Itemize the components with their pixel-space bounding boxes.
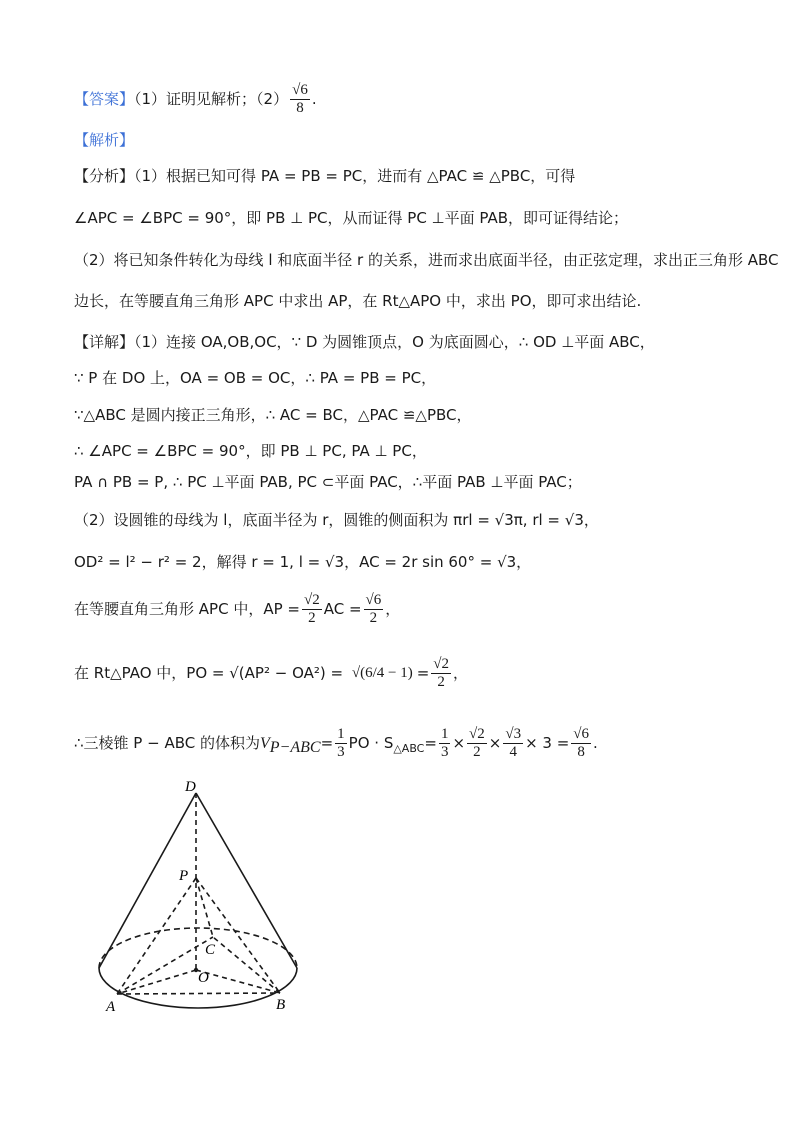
edge-AB (117, 993, 280, 994)
label-B: B (276, 997, 286, 1013)
fenxi-label: 【分析】 (74, 167, 135, 185)
edge-BC (213, 937, 280, 993)
base-back-arc (99, 928, 297, 968)
detail-line-9: 在 Rt△PAO 中，PO = √(AP² − OA²) = √(6/4 − 1) = $\frac{√2}{2}$ ， (74, 656, 469, 690)
fraction-1-over-3-b: $\frac{1}{3}$ (440, 726, 449, 760)
fraction-1-over-3: $\frac{1}{3}$ (337, 726, 345, 760)
fraction-root2-over-2: $\frac{√2}{2}$ (303, 592, 320, 626)
detail-line-2: ∵ P 在 DO 上，OA = OB = OC，∴ PA = PB = PC， (74, 369, 437, 387)
detail-line-8: 在等腰直角三角形 APC 中，AP = $\frac{√2}{2}$ AC = $\frac{√6}{2}$ ， (74, 592, 401, 626)
fraction-root2-over-2-b: $\frac{√2}{2}$ (433, 656, 450, 690)
fraction-root6-over-8: $\frac{√6}{8}$ (573, 726, 590, 760)
answer-label: 【答案】 (74, 90, 135, 108)
fenxi-line-2: ∠APC = ∠BPC = 90°，即 PB ⊥ PC，从而证得 PC ⊥平面 PAB，即可证得结论； (74, 209, 629, 227)
label-C: C (205, 942, 216, 958)
detail-line-6: （2）设圆锥的母线为 l，底面半径为 r，圆锥的侧面积为 πrl = √3π, rl = √3， (74, 511, 599, 529)
label-A: A (106, 999, 116, 1015)
fenxi-line-3: （2）将已知条件转化为母线 l 和底面半径 r 的关系，进而求出底面半径，由正弦定理，求出正三角形 ABC (74, 251, 779, 269)
detail-line-3: ∵△ABC 是圆内接正三角形，∴ AC = BC，△PAC ≌△PBC， (74, 406, 472, 424)
label-O: O (198, 970, 209, 986)
label-P: P (179, 868, 189, 884)
detail-line-4: ∴ ∠APC = ∠BPC = 90°，即 PB ⊥ PC, PA ⊥ PC， (74, 442, 427, 460)
detail-label: 【详解】 (74, 333, 135, 351)
label-D: D (185, 779, 196, 795)
analysis-label: 【解析】 (74, 131, 135, 149)
fenxi-line-1: 【分析】（1）根据已知可得 PA = PB = PC，进而有 △PAC ≌ △PBC，可得 (74, 167, 576, 185)
edge-PA (117, 878, 196, 994)
detail-line-10: ∴三棱锥 P − ABC 的体积为$V_{P-ABC}=$ $\frac{1}{3}$ PO · $S_{\triangle ABC}=$ $\frac{1}{3}$ × $\frac{√2}{2}$ × $\frac{√3}{4}$ × 3 = $\frac{√6}{8}$ . (74, 726, 598, 760)
fraction-root2-over-2-c: $\frac{√2}{2}$ (469, 726, 485, 760)
fraction-root6-over-2: $\frac{√6}{2}$ (365, 592, 382, 626)
detail-line-1: 【详解】（1）连接 OA,OB,OC，∵ D 为圆锥顶点，O 为底面圆心，∴ OD ⊥平面 ABC， (74, 333, 655, 351)
radius-OA (117, 970, 196, 994)
answer-text: （1）证明见解析；（2） (134, 90, 289, 108)
answer-line: 【答案】（1）证明见解析；（2） $\frac{√6}{8}$ . (74, 82, 317, 116)
answer-fraction: $\frac{√6}{8}$ (292, 82, 308, 116)
detail-line-7: OD² = l² − r² = 2，解得 r = 1, l = √3，AC = 2r sin 60° = √3， (74, 553, 532, 571)
fraction-root3-over-4: $\frac{√3}{4}$ (505, 726, 522, 760)
detail-line-5: PA ∩ PB = P, ∴ PC ⊥平面 PAB, PC ⊂平面 PAC，∴平面 PAB ⊥平面 PAC； (74, 473, 582, 491)
fenxi-line-4: 边长，在等腰直角三角形 APC 中求出 AP，在 Rt△APO 中，求出 PO，即可求出结论. (74, 292, 642, 310)
fraction-sqrt-six-quarter-minus-one: √(6/4 − 1) (351, 665, 413, 681)
